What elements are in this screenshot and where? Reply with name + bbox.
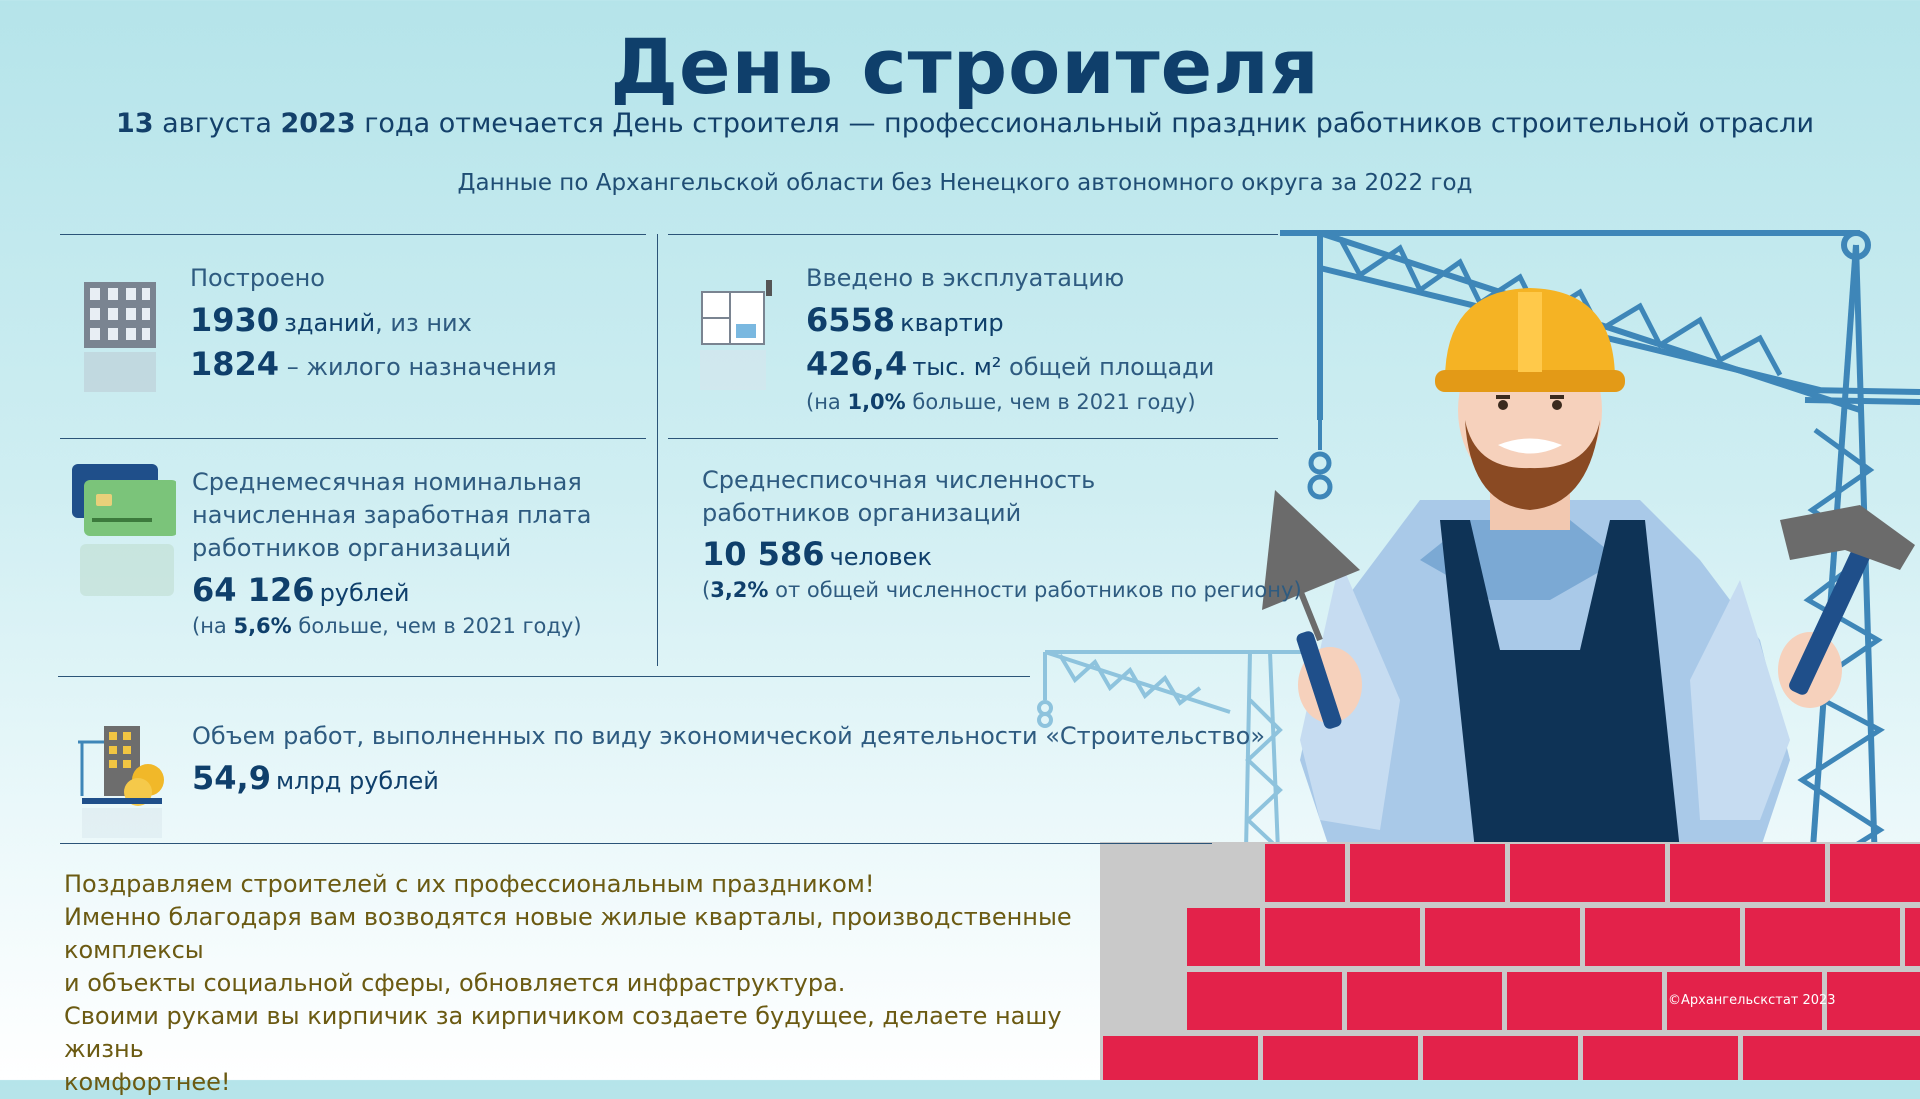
commissioned-flats-value: 6558 [806, 301, 896, 339]
apartment-building-icon [84, 282, 156, 392]
salary-label-2: начисленная заработная плата [192, 501, 592, 529]
page-title: День строителя [610, 22, 1320, 111]
commissioned-flats-unit: квартир [900, 309, 1004, 337]
built-buildings-row [190, 298, 472, 348]
divider [60, 843, 1212, 844]
page-subtitle [0, 108, 1920, 139]
volume-value-row [192, 756, 439, 806]
workers-label-1: Среднесписочная численность [702, 466, 1096, 494]
subtitle-rest: года отмечается День строителя — профессиональный праздник работников строительной отрасли [355, 108, 1815, 139]
workers-label-2: работников организаций [702, 499, 1022, 527]
congrats-line: комфортнее! [64, 1068, 231, 1096]
bank-cards-icon [70, 462, 176, 602]
built-residential-suffix: – жилого назначения [279, 353, 557, 381]
commissioned-flats-row [806, 298, 1004, 348]
divider [668, 234, 1278, 235]
commissioned-area-unit: тыс. м² [912, 353, 1002, 381]
region-note: Данные по Архангельской области без Ненецкого автономного округа за 2022 год [457, 170, 1473, 196]
copyright: ©Архангельскстат 2023 [1668, 993, 1836, 1008]
workers-unit: человек [829, 543, 932, 571]
hammer-icon [1780, 505, 1915, 697]
volume-unit: млрд рублей [276, 767, 439, 795]
note-value: 3,2% [710, 578, 769, 602]
congratulations-text [64, 868, 1124, 1099]
built-label: Построено [190, 264, 325, 292]
built-buildings-unit: зданий [284, 309, 376, 337]
note-value: 5,6% [233, 614, 292, 638]
divider [657, 234, 658, 666]
subtitle-year: 2023 [280, 108, 356, 139]
divider [60, 438, 646, 439]
workers-value: 10 586 [702, 535, 825, 573]
note-prefix: (на [806, 390, 848, 414]
salary-label-1: Среднемесячная номинальная [192, 468, 582, 496]
salary-note [192, 604, 582, 648]
congrats-line: Именно благодаря вам возводятся новые жилые кварталы, производственные комплексы [64, 903, 1072, 964]
workers-note [702, 568, 1302, 612]
built-residential-value: 1824 [190, 345, 280, 383]
note-suffix: больше, чем в 2021 году) [291, 614, 582, 638]
divider [668, 438, 1278, 439]
volume-label: Объем работ, выполненных по виду экономической деятельности «Строительство» [192, 722, 1266, 750]
salary-label-3: работников организаций [192, 534, 512, 562]
congrats-line: Поздравляем строителей с их профессиональным праздником! [64, 870, 875, 898]
salary-unit: рублей [319, 579, 410, 607]
commissioned-note [806, 380, 1196, 424]
divider [60, 234, 646, 235]
note-suffix: больше, чем в 2021 году) [905, 390, 1196, 414]
note-prefix: (на [192, 614, 234, 638]
congrats-line: и объекты социальной сферы, обновляется инфраструктура. [64, 969, 846, 997]
built-buildings-value: 1930 [190, 301, 280, 339]
builder-figure [1298, 288, 1842, 850]
note-prefix: ( [702, 578, 711, 602]
divider [58, 676, 1030, 677]
volume-value: 54,9 [192, 759, 271, 797]
commissioned-area-suffix: общей площади [1001, 353, 1215, 381]
congrats-line: Своими руками вы кирпичик за кирпичиком создаете будущее, делаете нашу жизнь [64, 1002, 1062, 1063]
construction-coins-icon [78, 724, 170, 840]
built-residential-row [190, 342, 557, 392]
floor-plan-icon [700, 280, 776, 390]
commissioned-label: Введено в эксплуатацию [806, 264, 1125, 292]
commissioned-area-value: 426,4 [806, 345, 908, 383]
subtitle-month: августа [153, 108, 281, 139]
brick-wall [1100, 842, 1920, 1080]
note-suffix: от общей численности работников по региону) [768, 578, 1302, 602]
subtitle-day: 13 [115, 108, 154, 139]
salary-value: 64 126 [192, 571, 315, 609]
note-value: 1,0% [847, 390, 906, 414]
built-buildings-suffix: , из них [375, 309, 472, 337]
